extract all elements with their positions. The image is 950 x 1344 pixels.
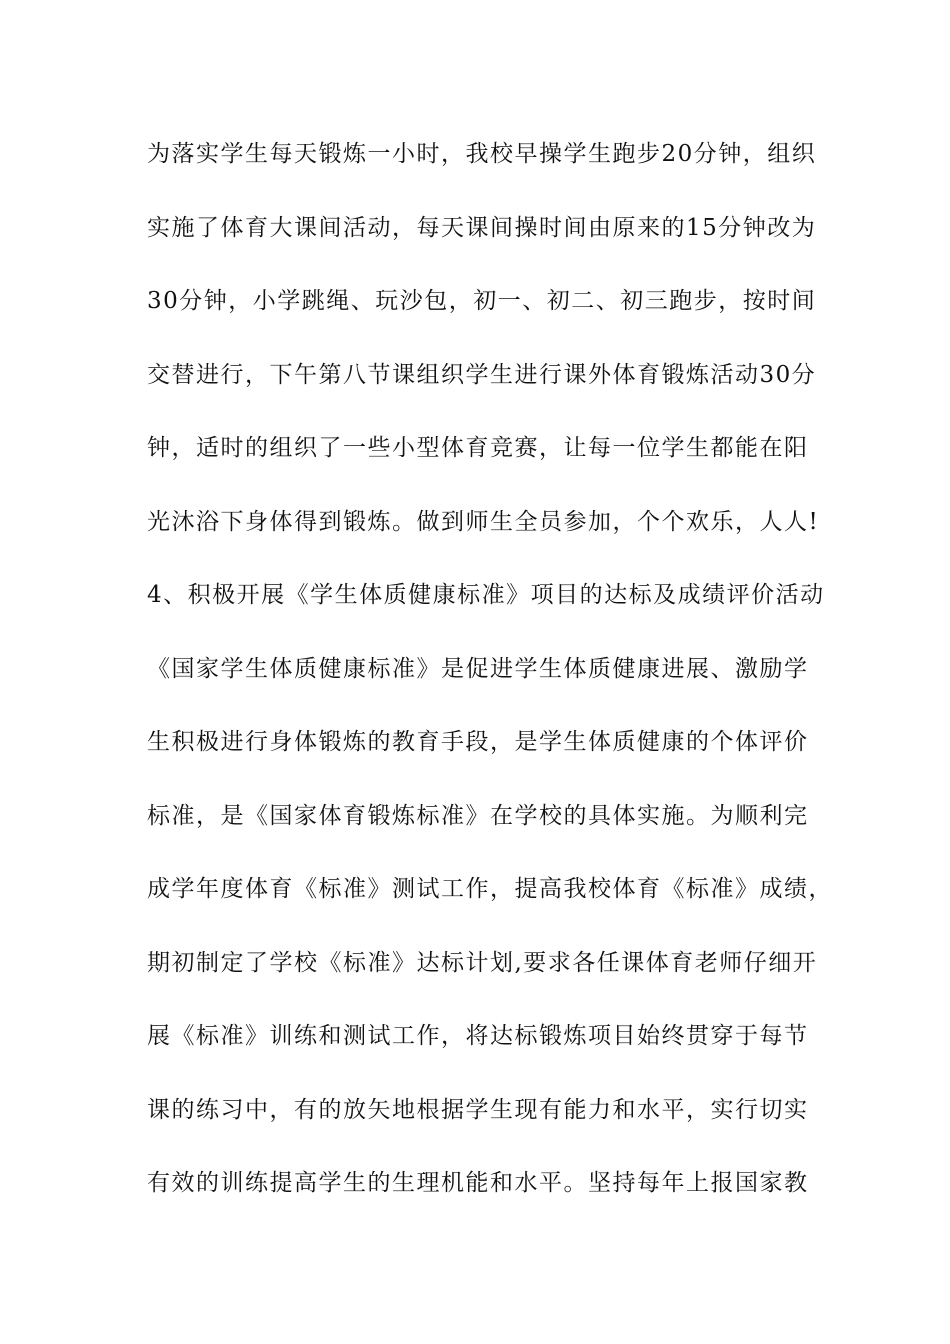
text-line: 为落实学生每天锻炼一小时，我校早操学生跑步20分钟，组织 [147, 141, 817, 167]
text-line: 标准，是《国家体育锻炼标准》在学校的具体实施。为顺利完 [147, 802, 809, 829]
text-line: 《国家学生体质健康标准》是促进学生体质健康进展、激励学 [147, 655, 809, 682]
text-line: 交替进行，下午第八节课组织学生进行课外体育锻炼活动30分 [147, 361, 817, 388]
text-line: 成学年度体育《标准》测试工作，提高我校体育《标准》成绩， [147, 876, 833, 902]
text-line: 课的练习中，有的放矢地根据学生现有能力和水平，实行切实 [147, 1096, 809, 1123]
body-text [147, 131, 833, 1234]
text-line: 光沐浴下身体得到锻炼。做到师生全员参加，个个欢乐，人人! [147, 508, 820, 535]
text-line: 钟，适时的组织了一些小型体育竞赛，让每一位学生都能在阳 [147, 435, 809, 461]
text-line: 生积极进行身体锻炼的教育手段，是学生体质健康的个体评价 [147, 729, 809, 755]
text-line: 有效的训练提高学生的生理机能和水平。坚持每年上报国家教 [147, 1170, 809, 1196]
text-line: 展《标准》训练和测试工作，将达标锻炼项目始终贯穿于每节 [147, 1023, 809, 1049]
text-line: 30分钟，小学跳绳、玩沙包，初一、初二、初三跑步，按时间 [147, 288, 817, 314]
text-line: 期初制定了学校《标准》达标计划,要求各任课体育老师仔细开 [147, 949, 818, 976]
section-heading: 4、积极开展《学生体质健康标准》项目的达标及成绩评价活动 [147, 582, 825, 608]
text-line: 实施了体育大课间活动，每天课间操时间由原来的15分钟改为 [147, 214, 817, 241]
